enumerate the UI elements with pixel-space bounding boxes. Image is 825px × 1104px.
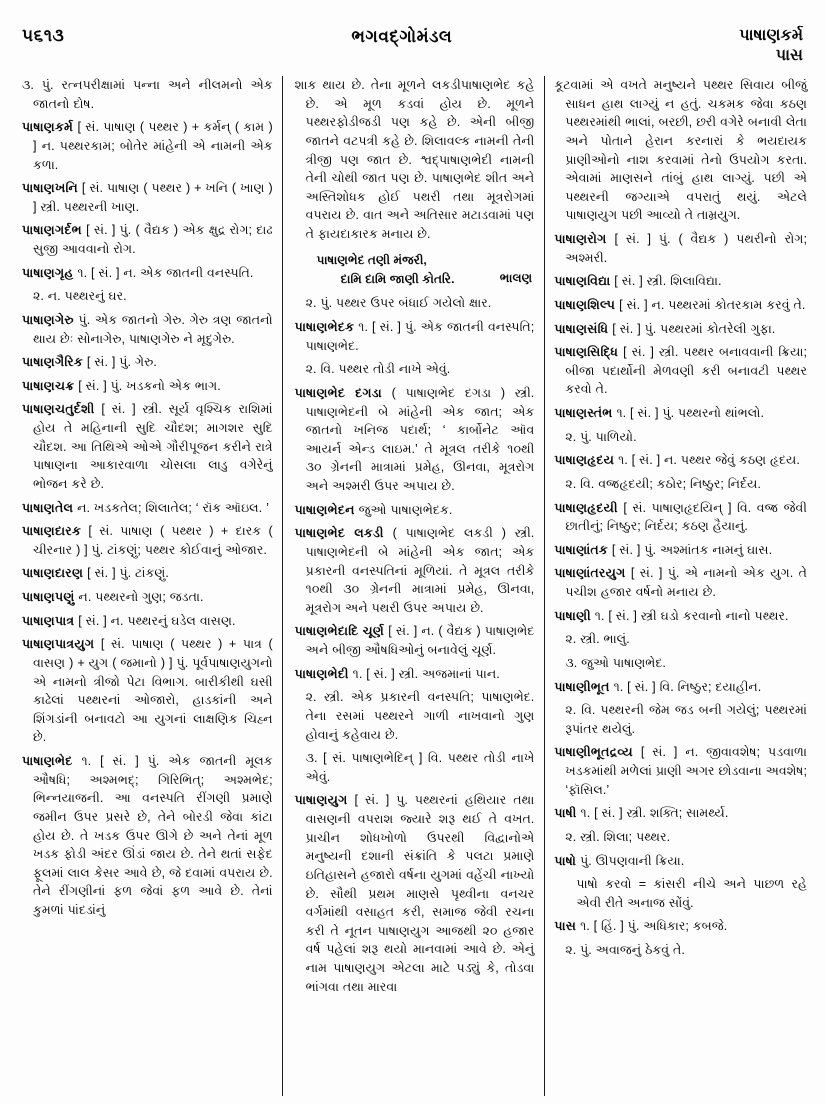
dictionary-entry [22, 635, 273, 747]
entry-line: વનસ્પતિ; પાષાણભેદ. [305, 320, 535, 353]
entry-headword: પાષાણભેદક [294, 320, 355, 335]
entry-line: વટપત્રી કહે છે. શિલાવલ્ક નામની તેની ત્રીજી [305, 133, 535, 167]
entry-line: ઔષધિ; અશ્મભદ્; ગિરિભિત્; અશ્મભેદ; [33, 772, 273, 787]
dictionary-entry [554, 451, 807, 470]
entry-line: પથ્થર કરવો તે. [565, 363, 807, 397]
guide-words [739, 26, 803, 66]
entry-line: પાષાણભેદ લકડી ( પાષાણભેદ લકડી ) [294, 526, 506, 541]
dictionary-entry [554, 499, 807, 536]
text-column-1 [18, 76, 282, 1096]
entry-line: પાષી ૧. [ સં. ] સ્ત્રી. શક્તિ; સામર્થ્ય. [554, 806, 729, 821]
entry-line: પણ જાત છે. શ્વદ્પાષાણભેદી નામની તેની [305, 152, 535, 186]
dictionary-entry [22, 311, 273, 348]
entry-line: કૂટવામાં એ વખતે મનુષ્યને પથ્થર સિવાય [554, 78, 775, 92]
dictionary-entry [22, 400, 273, 493]
entry-line: ભિન્નયાજની. આ વનસ્પતિ રીંગણી પ્રમાણે [33, 791, 273, 806]
entry-line: ચોસલા લાડુ વગેરેનું ભોજન કરે છે. [33, 458, 273, 491]
entry-line: પાષાણકર્મ [ સં. પાષાણ ( પથ્થર ) + કર્મન્ [22, 120, 231, 135]
entry-line: પાષાણયુગ [ સં. ] પુ. પથ્થરનાં હથિયાર તથા [294, 793, 535, 808]
entry-sense [554, 475, 807, 494]
entry-line: યુગ. તે પચીશ હજાર વર્ષનો મનાય છે. [565, 566, 807, 599]
entry-line: પાષાણભેદી ૧. [ સં. ] સ્ત્રી. અજમાનાં પાન. [294, 666, 500, 681]
entry-line: એન્ડ લાઇમ.’ તે મૂત્રલ તરીકે ૧૦થી ૩૦ [305, 441, 535, 475]
dictionary-entry [554, 678, 807, 697]
dictionary-entry [554, 852, 807, 871]
entry-continuation [554, 76, 807, 225]
entry-line: હોવાનું કહેવાય છે. [305, 727, 399, 742]
dictionary-entry [22, 221, 273, 258]
entry-line: પાષાણશિલ્પ [ સં. ] ન. પથ્થરમાં કોતરકામ [554, 297, 763, 312]
entry-line: વર્ષના યુગમાં વહેંચી નાખ્યો છે. સૌથી પ્રથમ [305, 867, 535, 901]
entry-line: જાતનો થાય છેઃ સોનાગેરુ, પાષાણગેરુ ને [33, 312, 273, 346]
entry-headword: પાષાણભેદન [294, 502, 355, 517]
entry-headword: પાષાણશિલ્પ [554, 297, 616, 312]
entry-line: કહે છે. એ મૂળ કડવાં હોય છે. મૂળને [305, 78, 535, 111]
entry-line: પથ્થરફોડીજડી પણ કહે છે. એની બીજી જાતને [305, 115, 535, 148]
entry-line: એટલા માટે પડ્યું કે, તોડવા ભાંગવા તથા મારવા [305, 961, 535, 994]
dictionary-entry [22, 179, 273, 216]
entry-line: ઑઇલ. ’ [225, 500, 269, 515]
entry-line: જેવાં ફળ આવે છે. તેનાં કુમળાં પાંદડાંનું [33, 884, 273, 917]
entry-sense [554, 828, 807, 847]
entry-line: જાતનો દોષ. [33, 96, 95, 111]
entry-line: પાષાણખનિ [ સં. પાષાણ ( પથ્થર ) + [22, 181, 202, 196]
entry-line: પાષાણપણું ન. પથ્થરનો ગુણ; જડતા. [22, 590, 204, 604]
dictionary-entry [295, 622, 535, 659]
dictionary-entry [554, 541, 807, 560]
entry-line: પાષાણદારણ [ સં. ] પું. ટાંકણું. [22, 566, 169, 581]
entry-headword: પાષાણભેદ લકડી [294, 526, 384, 541]
entry-headword: પાષાણતેલ [22, 500, 74, 515]
entry-sense [22, 287, 273, 306]
entry-headword: પાષી [554, 806, 577, 821]
entry-line: પાષાણભેદ દગડા ( પાષાણભેદ દગડા ) [294, 385, 506, 400]
entry-line: પાષાણગર્દભ [ સં. ] પું. ( વૈદ્યક ) એક ક્ષુદ્ર [22, 223, 226, 238]
entry-headword: પાષાણગેરુ [22, 312, 74, 327]
dictionary-entry [22, 264, 273, 283]
dictionary-entry [554, 607, 807, 626]
entry-line: માનવામાં આવે છે. એનું નામ પાષાણયુગ [305, 942, 535, 976]
entry-line: લાગ્યું. પછી એ પથ્થરની જગ્યાએ વપરાતું થયું. [565, 171, 807, 204]
entry-line: પાષાણભેદક ૧. [ સં. ] પું. એક જાતની [294, 320, 484, 335]
entry-line: આજથી ૨૦ હજાર વર્ષ પહેલાં શરૂ થયો [305, 923, 535, 957]
entry-sense [295, 294, 535, 313]
entry-line: પાષાણી ૧. [ સં. ] સ્ત્રી ઘડો કરવાનો નાનો [554, 608, 751, 623]
dictionary-entry [22, 612, 273, 631]
entry-line: કરવું તે. [766, 297, 806, 312]
entry-line: ૨. વિ. વજ્રહૃદયી; કઠોર; નિષ્ઠુર; નિર્દય. [565, 476, 761, 491]
entry-line: નામની એક કળા. [33, 138, 273, 172]
entry-line: રોગ; દાઢ સુજી આવવાનો રોગ. [33, 223, 273, 256]
guide-word-bottom: પાસ [775, 47, 803, 64]
entry-line: ૩. પું. રત્નપરીક્ષામાં પન્ના અને નીલમનો એક [22, 78, 273, 92]
entry-line: પાષાણરોગ [ સં. ] પું. ( વૈદ્યક ) પથરીનો રોગ; [554, 232, 807, 246]
entry-line: કાંટા હોય છે. તે ખડક ઉપર ઊગે છે [33, 809, 273, 843]
entry-line: પું. પૂર્વપાષાણયુગનો એ નામનો ત્રીજો પેટા [33, 655, 273, 689]
text-column-3 [545, 76, 809, 1096]
dictionary-entry [554, 404, 807, 423]
entry-line: પાસ ૧. [ હિં. ] પું. અધિકાર; કબજે. [554, 919, 728, 934]
entry-sense [554, 941, 807, 960]
entry-headword: પાષાણાંતક [554, 542, 609, 557]
dictionary-entry [554, 272, 807, 291]
entry-line: પ્રાચીન શોધખોળો ઉપરથી વિદ્વાનોએ મનુષ્યની [305, 830, 535, 864]
page-number: ૫૬૧૩ [22, 26, 65, 45]
entry-continuation [295, 76, 535, 244]
entry-headword: પાષાણગર્દભ [22, 223, 82, 238]
dictionary-entry [295, 665, 535, 684]
entry-line: વિભાગ. બારીકીથી ઘસી કાઢેલાં પથ્થરનાં [33, 674, 273, 708]
entry-line: પાષાણપાત્ર [ સં. ] ન. પથ્થરનું ઘડેલ વાસણ. [22, 613, 236, 628]
entry-line: પડવાળા ખડકમાંથી મળેલાં પ્રાણી અગર [565, 745, 807, 778]
verse-quotation [295, 251, 535, 289]
entry-line: બનાવી લેતા અને પોતાને હેરાન કરનારાં કે [565, 115, 807, 148]
entry-line: પાષાણસંધિ [ સં. ] પું. પથ્થરમાં કોતરેલી [554, 321, 747, 336]
entry-sense [554, 654, 807, 673]
entry-headword: પાષાણસિદ્ધિ [554, 345, 619, 360]
entry-line: રહે એવી રીતે અનાજ સોંવું. [576, 877, 807, 910]
entry-line: પાષાણસ્તંભ ૧. [ સં. ] પું. પથ્થરનો થાંભલો. [554, 406, 764, 420]
entry-line: ૨. વિ. પથ્થર તોડી નાખે એવું. [305, 362, 451, 377]
entry-line: પાષાણભેદાદિ ચૂર્ણ [ સં. ] ન. ( વૈદ્યક ) [294, 624, 481, 639]
entry-headword: પાષાણીભૂત [554, 679, 610, 694]
entry-line: માણસે પૃથ્વીના વનચર વર્ગમાંથી વસાહત કરી, [305, 886, 535, 920]
verse-line: દામિ દામિ જાણી કોતરિ. [340, 271, 455, 286]
entry-line: ૨. પું. પાળિયો. [565, 429, 637, 444]
entry-line: અશ્મરી ઉપર અપાય છે. [332, 479, 455, 494]
entry-line: સ્ત્રી. પાષાણભેદની બે માંહેની એક જાત; એક [305, 526, 535, 559]
entry-line: પથ્થર. [754, 608, 789, 623]
entry-line: જાતનો ખનિજ પદાર્થ; ‘ કાર્બોનેટ ઑવ આયર્ન [305, 423, 535, 456]
dictionary-entry [554, 343, 807, 399]
entry-headword: પાષાણગૈરિક [22, 355, 84, 370]
dictionary-entry [22, 353, 273, 372]
dictionary-entry [554, 804, 807, 823]
dictionary-entry [295, 318, 535, 355]
entry-line: પાષાણગેરુ પું. એક જાતનો ગેરુ. ગેરુ ત્રણ [22, 312, 232, 327]
entry-sense [554, 428, 807, 447]
entry-headword: પાષાણકર્મ [22, 120, 74, 135]
entry-line: પાષાણભેદ ૧. [ સં. ] પું. એક જાતની મૂલક [22, 754, 273, 768]
entry-line: ૨. સ્ત્રી. શિલા; પથ્થર. [565, 829, 671, 844]
entry-sense [295, 360, 535, 379]
entry-line: ૨. સ્ત્રી. ભાલું. [565, 632, 630, 647]
entry-headword: પાષાણભેદાદિ ચૂર્ણ [294, 624, 385, 639]
page-header [22, 26, 803, 82]
dictionary-entry [295, 501, 535, 520]
entry-line: પાષાણચતુર્દશી [ સં. ] સ્ત્રી. સૂર્ય વૃશ્ચિક [22, 402, 232, 417]
entry-line: દશાની સંક્રાંતિ કે પલટા પ્રમાણે ઇતિહાસને હજારો [305, 849, 535, 882]
entry-line: કઠણ પથ્થરમાંથી ભાલાં, બરછી, છરી વગેરે [565, 96, 807, 130]
dictionary-entry [554, 230, 807, 267]
entry-headword: પાષાણરોગ [554, 232, 607, 246]
book-title: ભગવદ્ગોમંડલ [351, 27, 453, 46]
entry-headword: પાષાણગૃહ [22, 265, 74, 280]
dictionary-entry [554, 320, 807, 339]
entry-headword: પાષાણસ્તંભ [554, 406, 613, 420]
entry-line: સ્ત્રી. પાષાણભેદની બે માંહેની એક જાત; એક [305, 385, 535, 419]
dictionary-entry [22, 499, 273, 518]
entry-headword: પાષાણીભૂતદ્રવ્ય [554, 745, 633, 760]
entry-line: રાશિમાં હોય તે મહિનાની સુદિ ચૌદશ; [33, 402, 273, 435]
dictionary-entry [22, 564, 273, 583]
entry-line: આ યુગનાં લાક્ષણિક ચિહ્ન છે. [33, 711, 273, 745]
entry-line: પાષાણહૃદયી [ સં. પાષાણહૃદયિન્ ] વિ. વજ્ર [554, 500, 779, 515]
dictionary-entry [22, 588, 273, 607]
entry-line: ૩. જુઓ પાષાણભેદ. [565, 655, 666, 670]
entry-headword: પાષાણચતુર્દશી [22, 402, 95, 417]
entry-headword: પાષાણપાત્રયુગ [22, 637, 95, 652]
verse-attribution: ભાલણ [499, 271, 533, 286]
entry-headword: પાષાણહૃદયી [554, 500, 618, 515]
entry-line: મૂત્રરોગ અને પથરી ઉપર અપાય છે. [305, 600, 484, 615]
entry-headword: પાષાણહૃદય [554, 453, 615, 468]
entry-headword: પાષાણપાત્ર [22, 613, 75, 628]
dictionary-entry [295, 384, 535, 496]
entry-line: ૨. પું. અવાજનું ઠેકવું તે. [565, 943, 685, 957]
entry-headword: પાષાણદારક [22, 524, 82, 539]
entry-line: માગશર સુદિ ચૌદશ. આ તિથિએ ઓએ [33, 421, 273, 454]
entry-sense [295, 749, 535, 786]
entry-headword: પાષાણચક્ર [22, 378, 75, 393]
entry-line: ક્રિયા; બીજા પદાર્થોની મેળવણી કરી બનાવટી [565, 345, 807, 378]
entry-line: પાષાણસિદ્ધિ [ સં. ] સ્ત્રી. પથ્થર બનાવવાની [554, 345, 774, 360]
dictionary-entry [22, 522, 273, 559]
guide-word-top: પાષાણકર્મ [739, 27, 803, 44]
entry-line: પાષાણભેદન જુઓ પાષાણભેદક. [294, 502, 453, 517]
entry-line: છોડવાના અવશેષ; ‘ફૉસિલ.’ [565, 764, 807, 797]
entry-line: છે. તેને થતાં સફેદ ફૂલમાં લાલ કેસર આવે છે, [33, 847, 273, 880]
entry-headword: પાષાણભેદ [22, 754, 73, 768]
entry-line: પાષાણભેદ અને બીજી ઔષધિઓનું બનાવેલું [305, 624, 535, 658]
entry-line: પાષાણતેલ ન. ખડકતેલ; શિલાતેલ; ‘ રૉક [22, 500, 222, 515]
entry-line: જે દવામાં વપરાય છે. તેને રીંગણીનાં ફળ [33, 865, 273, 899]
entry-line: ખનિ ( ખાણ ) ] સ્ત્રી. પથ્થરની ખાણ. [33, 181, 273, 214]
dictionary-entry [554, 917, 807, 936]
entry-line: ગુફા. [750, 321, 776, 336]
entry-headword: પાષાણી [554, 608, 591, 623]
entry-line: તેના રસમાં પથ્થરને ગાળી નાખવાનો ગુણ [305, 708, 535, 723]
entry-line: સમાજ જેવી રચના કરી તે નૂતન પાષાણયુગ [305, 905, 535, 938]
entry-line: ભયદાયક પ્રાણીઓનો નાશ કરવામાં તેનો [565, 133, 807, 167]
entry-line: પથ્થરમાં રૂપાંતર થયેલું. [565, 703, 807, 736]
entry-line: જમીન ઉપર પ્રસરે છે, તેને બોરડી જેવા [33, 809, 244, 824]
entry-line: પાષાણીભૂતદ્રવ્ય [ સં. ] ન. જીવાવશેષ; [554, 745, 761, 760]
entry-line: ચોથી જાત પણ છે. પાષાણભેદ શીત અને [331, 171, 535, 186]
entry-headword: પાષાણદારણ [22, 566, 84, 581]
entry-headword: પાષાણભેદી [294, 666, 349, 681]
entry-line: છે. વાત અને અતિસાર મટાડવામાં પણ તે [305, 208, 535, 241]
entry-line: ઓજાર. [225, 542, 267, 557]
entry-line: નાખે એવું. [305, 751, 535, 784]
entry-line: પાષાણવિદ્યા [ સં. ] સ્ત્રી. શિલાવિદ્યા. [554, 274, 722, 289]
entry-headword: પાષાણાંતરયુગ [554, 566, 626, 581]
entry-headword: પાષાણવિદ્યા [554, 274, 611, 289]
entry-line: ( ચીરનાર ) ] પું. ટાંકણું; પથ્થર કોઈવાનું [33, 524, 273, 557]
dictionary-entry [554, 743, 807, 799]
entry-headword: પાષાણપણું [22, 590, 75, 604]
entry-line: વાસણની વપરાશ જ્યારે શરૂ થઈ તે વખત. [305, 812, 535, 827]
entry-line: બીજું સાધન હાથ લાગ્યું ન હતું. ચકમક જેવા [565, 78, 807, 111]
entry-line: ઉપયોગ કરતા. એવામાં માણસને તાંબું હાથ [565, 152, 807, 186]
entry-line: ૨. પું. પથ્થર ઉપર બંધાઈ ગયેલો ક્ષાર. [305, 296, 492, 311]
entry-line: ૨. ન. પથ્થરનું ઘર. [33, 289, 127, 304]
entry-line: ફાયદાકારક મનાય છે. [317, 227, 431, 241]
entry-line: એટલે પાષાણયુગ પછી આવ્યો તે તામ્રયુગ. [565, 189, 807, 223]
entry-line: અસ્તિશોધક હોઈ પથરી તથા મૂત્રરોગમાં વપરાય [305, 189, 535, 223]
entry-line: પાષાણચક્ર [ સં. ] પું. ખડકનો એક ભાગ. [22, 378, 221, 393]
entry-headword: પાષાણસંધિ [554, 321, 609, 336]
entry-line: મૃદુગેરુ. [196, 331, 235, 346]
entry-line: ગૌરીપૂજન કરીને રાત્રે પાષાણના આકારવાળા [33, 439, 273, 473]
entry-line: ૨. વિ. પથ્થરની જેમ જડ બની ગયેલું; [565, 703, 760, 718]
entry-line: જેવી છાતીનું; નિષ્ઠુર; નિર્દય; કઠણ હૈયાનું. [565, 500, 807, 534]
entry-headword: પાષો [554, 853, 577, 868]
dictionary-entry [22, 118, 273, 174]
entry-line: પાષાણદારક [ સં. પાષાણ ( પથ્થર ) + દારક [22, 524, 262, 539]
entry-line: ચૂર્ણ. [471, 643, 496, 658]
entry-line: પાત્ર ( વાસણ ) + યુગ ( જમાનો ) ] [33, 637, 273, 670]
entry-line: પાષો પું. ઊપણવાની ક્રિયા. [554, 853, 685, 868]
entry-continuation [22, 76, 273, 113]
entry-line: ૨. સ્ત્રી. એક પ્રકારની વનસ્પતિ; પાષાણભેદ. [305, 690, 535, 705]
entry-line: ગ્રેનની માત્રામાં પ્રમેહ, ઊનવા, મૂત્રરોગ અને [305, 460, 535, 494]
entry-line: ૩. [ સં. પાષાણભેદિન્ ] વિ. પથ્થર તોડી [305, 751, 506, 766]
entry-sense [554, 630, 807, 649]
entry-sense [554, 701, 807, 738]
dictionary-entry [554, 296, 807, 315]
entry-line: પાષાણાંતરયુગ [ સં. ] પું. એ નામનો એક [554, 566, 765, 581]
entry-line: પાષાણીભૂત ૧. [ સં. ] વિ. નિષ્ઠુર; દયાહીન. [554, 679, 762, 694]
entry-line: વનસ્પતિ. [207, 265, 254, 280]
verse-line: પાષાણભેદ તણી મંજરી, [316, 252, 427, 267]
entry-line: ( કામ ) ] ન. પથ્થરકામ; બોતેર માંહેની એ [33, 120, 273, 153]
entry-sense [295, 688, 535, 744]
entry-line: પાષાણાંતક [ સં. ] પું. અશ્માંતક નામનું ઘાસ. [554, 542, 773, 557]
entry-line: પાષાણપાત્રયુગ [ સં. પાષાણ ( પથ્થર ) + [22, 637, 237, 652]
dictionary-entry [554, 564, 807, 601]
entry-headword: પાષાણખનિ [22, 181, 78, 196]
dictionary-entry [22, 752, 273, 920]
entry-line: પાષો કરવો = કાંસરી નીચે અને પાછળ [576, 877, 785, 892]
entry-headword: પાસ [554, 919, 577, 934]
entry-continuation [554, 875, 807, 912]
entry-line: શાક થાય છે. તેના મૂળને લકડીપાષાણભેદ [294, 78, 511, 92]
entry-line: પાષાણગૈરિક [ સં. ] પું. ગેરુ. [22, 355, 157, 370]
column-container [18, 76, 809, 1096]
dictionary-entry [22, 377, 273, 396]
entry-headword: પાષાણયુગ [294, 793, 348, 808]
entry-headword: પાષાણભેદ દગડા [294, 385, 382, 400]
entry-line: ૧૦થી ૩૦ ગ્રેનની માત્રામાં પ્રમેહ, ઊનવા, [305, 582, 535, 597]
dictionary-entry [295, 524, 535, 617]
entry-line: હૃદય. [770, 453, 800, 468]
entry-line: અને તેનાં મૂળ ખડક ફોડી અંદર ઊંડાં જાય [33, 828, 273, 862]
entry-line: ઓજારો, હાડકાંની અને શિંગડાંની બનાવટો [33, 693, 273, 726]
entry-line: અશ્મરી. [565, 250, 608, 265]
text-column-2 [282, 76, 546, 1096]
entry-line: પાષાણગૃહ ૧. [ સં. ] ન. એક જાતની [22, 265, 204, 280]
entry-line: પાષાણહૃદય ૧. [ સં. ] ન. પથ્થર જેવું કઠણ [554, 453, 767, 468]
dictionary-entry [295, 791, 535, 996]
entry-line: પ્રકારની વનસ્પતિનાં મૂળિયાં. તે મૂત્રલ તરીકે [305, 563, 535, 578]
